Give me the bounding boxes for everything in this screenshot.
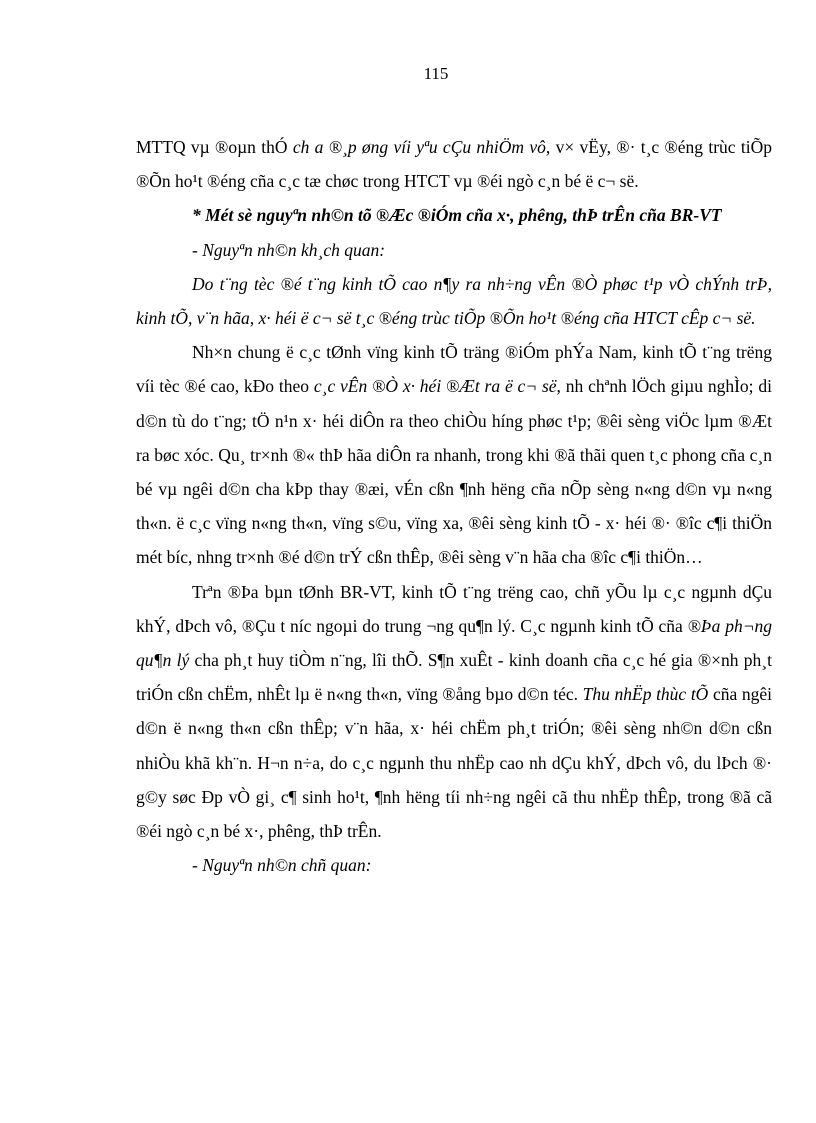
paragraph-3-text-c: , nh chªnh lÖch giµu nghÌo; di d©n tù do t¨ng; tÖ n¹n x· héi diÔn ra theo chiÒu híng phøc t¹p; ®êi sèng viÖc lµm ®Æt ra bøc xóc. Qu¸ tr×nh ®« thÞ hãa diÔn ra nhanh, trong khi ®ã thãi quen t¸c phong cña c¸n bé vµ ngêi d©n cha kÞp thay ®æi, vÉn cßn ¶nh hëng cña nÕp sèng n«ng d©n vµ n«ng th«n. ë c¸c vïng n«ng th«n, vïng s©u, vïng xa, ®êi sèng kinh tÕ - x· héi ®· ®îc c¶i thiÖn mét bíc, nhng tr×nh ®é d©n trÝ cßn thÊp, ®êi sèng v¨n hãa cha ®îc c¶i thiÖn… — [136, 376, 772, 568]
paragraph-1-text-a: MTTQ vµ ®oµn thÓ — [136, 137, 293, 157]
subjective-cause-title: - Nguyªn nh©n chñ quan: — [192, 855, 372, 876]
paragraph-4 — [136, 575, 772, 849]
section-heading: * Mét sè nguyªn nh©n tõ ®Æc ®iÓm cña x·, phêng, thÞ trÊn cña BR-VT — [192, 205, 722, 226]
paragraph-4-text-c: cha ph¸t huy tiÒm n¨ng, lîi thÕ. S¶n xuÊt - kinh doanh cña c¸c hé gia ®×nh ph¸t triÓn cßn chËm, nhÊt lµ ë n«ng th«n, vïng ®ång bµo d©n téc. — [136, 650, 772, 705]
paragraph-3-italic: c¸c vÊn ®Ò x· héi ®Æt ra ë c¬ së — [313, 376, 557, 397]
paragraph-1-text-c: , v× vËy, ®· t¸c ®éng trùc tiÕp ®Õn ho¹t ®éng cña c¸c tæ chøc trong HTCT vµ ®éi ngò c¸n bé ë c¬ së. — [136, 137, 772, 192]
paragraph-4-text-e: cña ngêi d©n ë n«ng th«n cßn thÊp; v¨n hãa, x· héi chËm ph¸t triÓn; ®êi sèng nh©n d©n cßn nhiÒu khã kh¨n. H¬n n÷a, do c¸c ngµnh thu nhËp cao nh dÇu khÝ, dÞch vô, du lÞch ®· g©y søc Ðp vÒ gi¸ c¶ sinh ho¹t, ¶nh hëng tíi nh÷ng ngêi cã thu nhËp thÊp, trong ®ã cã ®éi ngò c¸n bé x·, phêng, thÞ trÊn. — [136, 684, 772, 842]
paragraph-4-text-a: Trªn ®Þa bµn tØnh BR-VT, kinh tÕ t¨ng trëng cao, chñ yÕu lµ c¸c ngµnh dÇu khÝ, dÞch vô, ®Çu t níc ngoµi do trung ¬ng qu¶n lý. C¸c ngµnh kinh tÕ cña — [136, 581, 772, 636]
paragraph-1-italic: ch a ®¸p øng víi yªu cÇu nhiÖm vô — [292, 137, 546, 157]
paragraph-2: Do t¨ng tèc ®é t¨ng kinh tÕ cao n¶y ra nh÷ng vÊn ®Ò phøc t¹p vÒ chÝnh trÞ, kinh tÕ, v¨n hãa, x· héi ë c¬ së t¸c ®éng trùc tiÕp ®Õn ho¹t ®éng cña HTCT cÊp c¬ së. — [136, 273, 772, 329]
paragraph-3-text-a: Nh×n chung ë c¸c tØnh vïng kinh tÕ träng ®iÓm phÝa Nam, kinh tÕ t¨ng trëng víi tèc ®é cao, kÐo theo — [136, 342, 772, 397]
paragraph-4-italic-1: ®Þa ph¬ng qu¶n lý — [136, 615, 773, 671]
document-body — [136, 130, 772, 882]
paragraph-1 — [136, 130, 772, 198]
paragraph-3 — [136, 335, 772, 574]
paragraph-4-italic-2: Thu nhËp thùc tÕ — [582, 684, 709, 705]
page-number: 115 — [423, 64, 449, 83]
objective-cause-title: - Nguyªn nh©n kh¸ch quan: — [192, 239, 386, 260]
